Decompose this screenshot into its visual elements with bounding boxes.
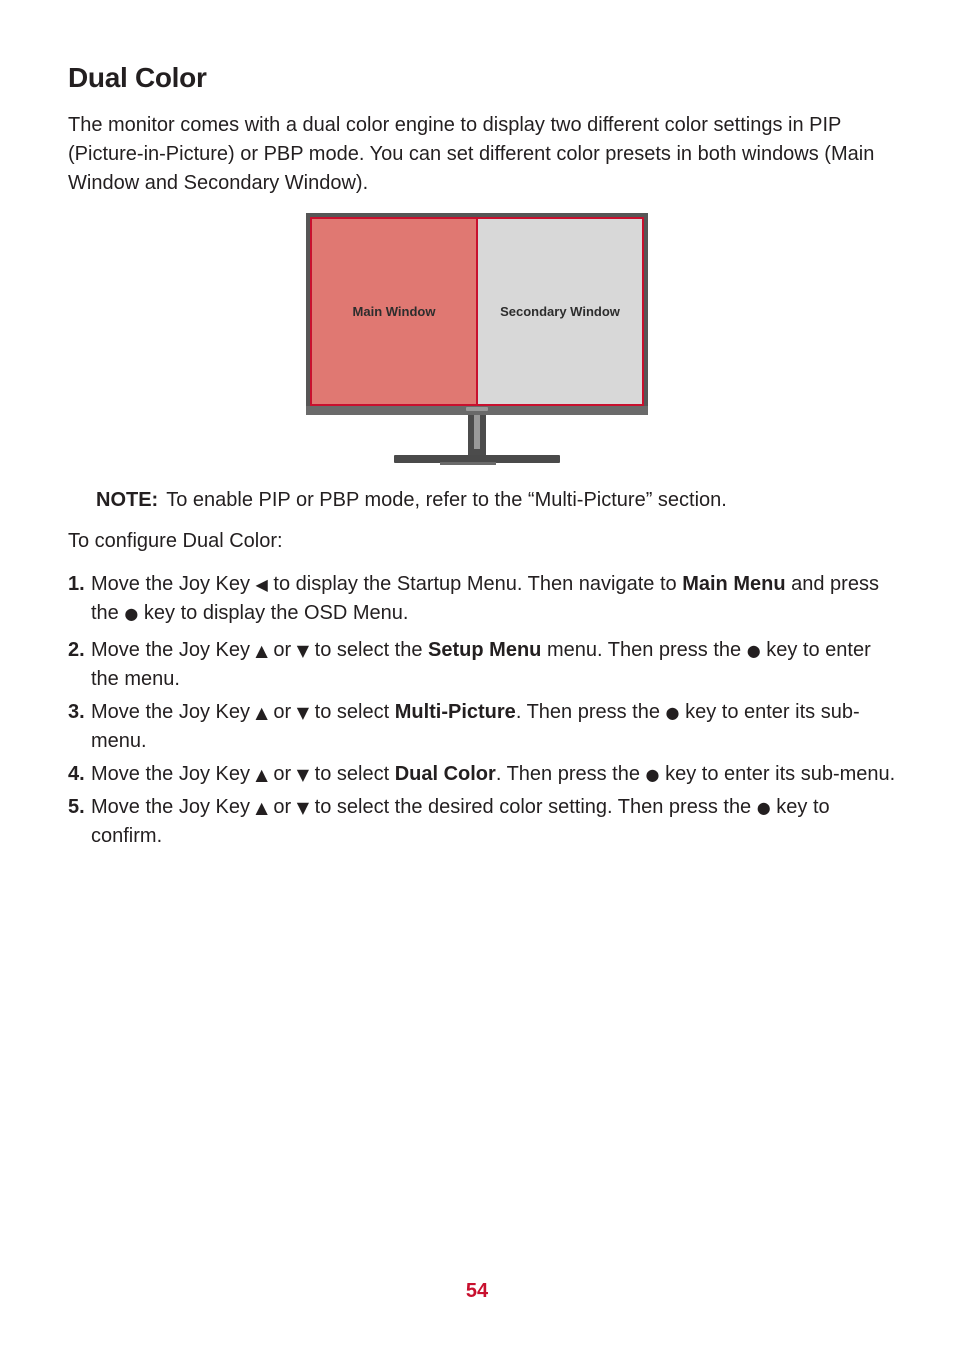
step-number: 1. [68,573,85,595]
step-text: to display the Startup Menu. Then navigate to [273,573,677,595]
secondary-window-label: Secondary Window [500,304,620,319]
step-text: Move the Joy Key [91,639,250,661]
secondary-window-panel [478,219,642,404]
step-text: or [273,639,292,661]
joy-key-up-icon: ▲ [255,765,268,784]
main-window-panel [312,219,478,404]
step-text: Move the Joy Key [91,796,250,818]
joy-key-press-icon: ● [746,641,761,660]
step-text: key to enter the menu. [91,639,871,690]
step-number: 4. [68,763,85,785]
joy-key-up-icon: ▲ [255,703,268,722]
step-item [68,760,898,789]
step-text: . Then press the [515,701,660,723]
note-label: NOTE: [96,489,159,511]
step-text: menu. Then press the [546,639,742,661]
page-title: Dual Color [68,62,207,93]
step-text: and press the [91,573,879,624]
configure-intro: To configure Dual Color: [68,530,283,552]
step-text: key to confirm. [91,796,830,847]
intro-paragraph: The monitor comes with a dual color engine to display two different color settings in PIP (Picture-in-Picture) or PBP mode. You can set different color presets in both windows (Main Window and Secondary Window). [68,114,875,194]
monitor-stand-base-detail [440,462,496,465]
step-text: or [273,701,292,723]
joy-key-press-icon: ● [124,604,139,623]
brand-logo-mark [466,407,488,411]
step-text: to select the desired color setting. Then press the [314,796,752,818]
step-text: to select the [314,639,423,661]
step-bold-term: Main Menu [682,573,786,595]
page-number: 54 [465,1280,489,1302]
joy-key-up-icon: ▲ [255,641,268,660]
joy-key-left-icon: ◀ [255,575,268,594]
joy-key-down-icon: ▼ [296,703,310,722]
step-text: or [273,763,292,785]
joy-key-down-icon: ▼ [296,641,310,660]
step-text: to select [314,701,390,723]
monitor-stand-neck-highlight [474,415,480,449]
step-text: or [273,796,292,818]
step-number: 3. [68,701,85,723]
step-text: Move the Joy Key [91,573,250,595]
step-bold-term: Dual Color [394,763,496,785]
step-number: 5. [68,796,85,818]
steps-list [68,570,898,855]
main-window-label: Main Window [352,304,436,319]
step-text: to select [314,763,390,785]
step-bold-term: Multi-Picture [394,701,516,723]
step-item [68,698,898,756]
monitor-illustration [306,213,648,415]
joy-key-press-icon: ● [645,765,660,784]
step-item [68,570,898,628]
joy-key-down-icon: ▼ [296,798,310,817]
step-text: Move the Joy Key [91,701,250,723]
step-text: key to enter its sub-menu. [665,763,896,785]
step-text: key to enter its sub-menu. [91,701,860,752]
joy-key-down-icon: ▼ [296,765,310,784]
step-bold-term: Setup Menu [428,639,542,661]
step-item [68,636,898,694]
step-text: . Then press the [495,763,640,785]
monitor-screen [310,217,644,406]
step-item [68,793,898,851]
note-text: To enable PIP or PBP mode, refer to the “Multi-Picture” section. [166,489,727,511]
step-text: key to display the OSD Menu. [143,602,409,624]
note [96,486,727,515]
joy-key-press-icon: ● [665,703,680,722]
step-number: 2. [68,639,85,661]
joy-key-press-icon: ● [756,798,771,817]
joy-key-up-icon: ▲ [255,798,268,817]
step-text: Move the Joy Key [91,763,250,785]
